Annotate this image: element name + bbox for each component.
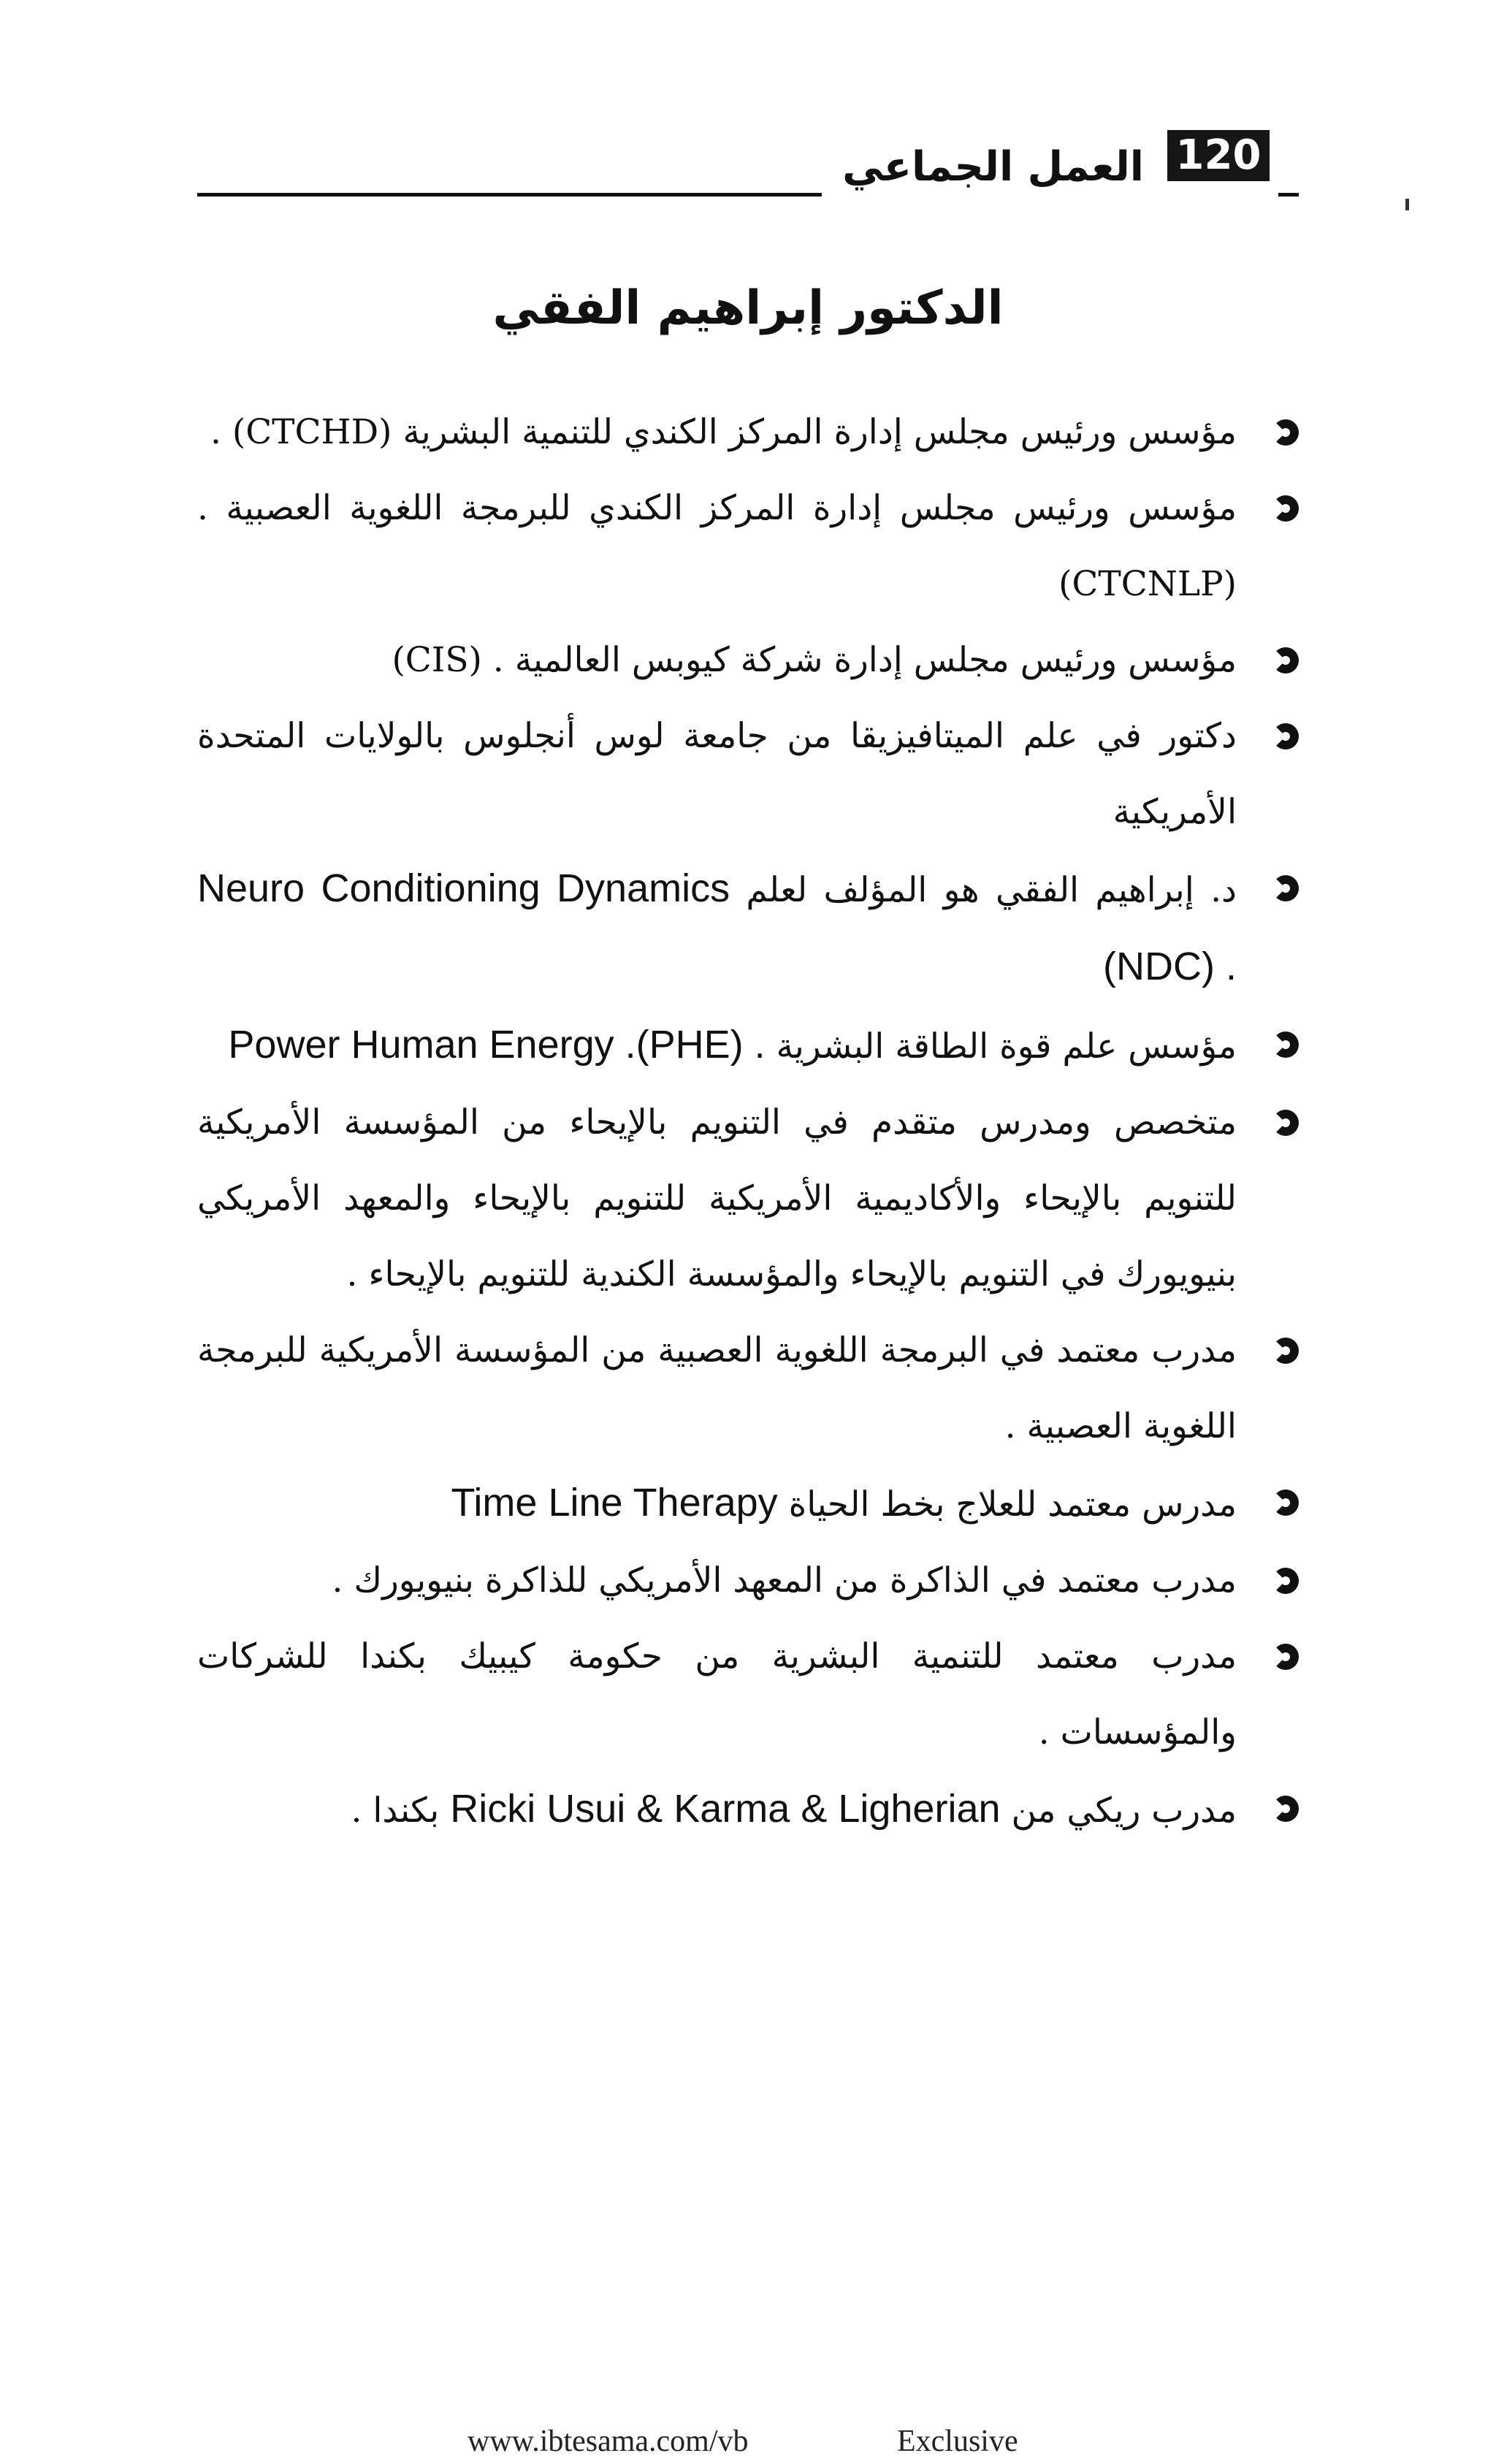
bio-item xyxy=(197,1085,1299,1313)
bio-item-latin: Neuro Conditioning Dynamics (NDC) . xyxy=(197,866,1237,988)
header-rule-right xyxy=(1278,193,1299,197)
bio-item xyxy=(197,622,1299,698)
bullet-icon xyxy=(1272,723,1299,750)
footer-url: www.ibtesama.com/vb xyxy=(468,2425,749,2458)
bullet-icon xyxy=(1272,1796,1299,1822)
bullet-icon xyxy=(1272,875,1299,901)
bio-item xyxy=(197,850,1299,1007)
bio-item xyxy=(197,1619,1299,1771)
bio-item-text: د. إبراهيم الفقي هو المؤلف لعلم xyxy=(746,870,1237,910)
header-rule-left xyxy=(197,193,822,197)
bio-list xyxy=(197,394,1299,1849)
bio-item-text: مؤسس علم قوة الطاقة البشرية xyxy=(776,1026,1237,1067)
bio-item-text-after: بكندا . xyxy=(351,1790,440,1831)
bio-item-text: مؤسس ورئيس مجلس إدارة شركة كيوبس العالمية . (CIS) xyxy=(392,640,1237,680)
bio-item-text: مؤسس ورئيس مجلس إدارة المركز الكندي للبرمجة اللغوية العصبية . (CTCNLP) xyxy=(197,488,1237,604)
bio-item xyxy=(197,470,1299,622)
bullet-icon xyxy=(1272,1338,1299,1364)
margin-mark xyxy=(1405,199,1409,210)
bio-item-latin: Ricki Usui & Karma & Ligherian xyxy=(450,1787,1001,1831)
bio-item-text: مدرب معتمد في الذاكرة من المعهد الأمريكي للذاكرة بنيويورك . xyxy=(332,1560,1237,1601)
running-title: العمل الجماعي xyxy=(842,143,1144,191)
bio-item xyxy=(197,1465,1299,1543)
bullet-icon xyxy=(1272,1031,1299,1058)
page-header xyxy=(197,130,1299,199)
person-name-heading: الدكتور إبراهيم الفقي xyxy=(492,281,1004,335)
bullet-icon xyxy=(1272,1110,1299,1136)
bullet-icon xyxy=(1272,1568,1299,1594)
bullet-icon xyxy=(1272,1490,1299,1516)
footer-label: Exclusive xyxy=(897,2425,1018,2458)
bio-item xyxy=(197,698,1299,850)
bio-item xyxy=(197,1007,1299,1085)
bullet-icon xyxy=(1272,647,1299,674)
bio-item-latin: Time Line Therapy xyxy=(451,1481,778,1525)
bio-item xyxy=(197,1771,1299,1849)
bio-item-latin: Power Human Energy .(PHE) . xyxy=(228,1023,766,1067)
bio-item-text: متخصص ومدرس متقدم في التنويم بالإيحاء من المؤسسة الأمريكية للتنويم بالإيحاء والأكاديمية الأمريكية للتنويم بالإيحاء والمعهد الأمريكي بنيويورك في التنويم بالإيحاء والمؤسسة الكندية للتنويم بالإيحاء . xyxy=(197,1102,1237,1294)
bio-item-text: مدرب ريكي من xyxy=(1011,1790,1237,1831)
bullet-icon xyxy=(1272,1644,1299,1670)
bio-item-text: مدرس معتمد للعلاج بخط الحياة xyxy=(788,1484,1237,1525)
bio-item-text: مؤسس ورئيس مجلس إدارة المركز الكندي للتنمية البشرية (CTCHD) . xyxy=(210,412,1237,452)
page-footer xyxy=(0,2424,1496,2460)
bullet-icon xyxy=(1272,495,1299,522)
bio-item xyxy=(197,394,1299,470)
bio-item-text: دكتور في علم الميتافيزيقا من جامعة لوس أنجلوس بالولايات المتحدة الأمريكية xyxy=(197,716,1237,832)
bio-item-text: مدرب معتمد في البرمجة اللغوية العصبية من المؤسسة الأمريكية للبرمجة اللغوية العصبية . xyxy=(197,1330,1237,1446)
bio-item xyxy=(197,1543,1299,1619)
bio-item xyxy=(197,1313,1299,1465)
page-number: 120 xyxy=(1167,130,1270,181)
bio-item-text: مدرب معتمد للتنمية البشرية من حكومة كيبيك بكندا للشركات والمؤسسات . xyxy=(197,1636,1237,1752)
bullet-icon xyxy=(1272,419,1299,446)
